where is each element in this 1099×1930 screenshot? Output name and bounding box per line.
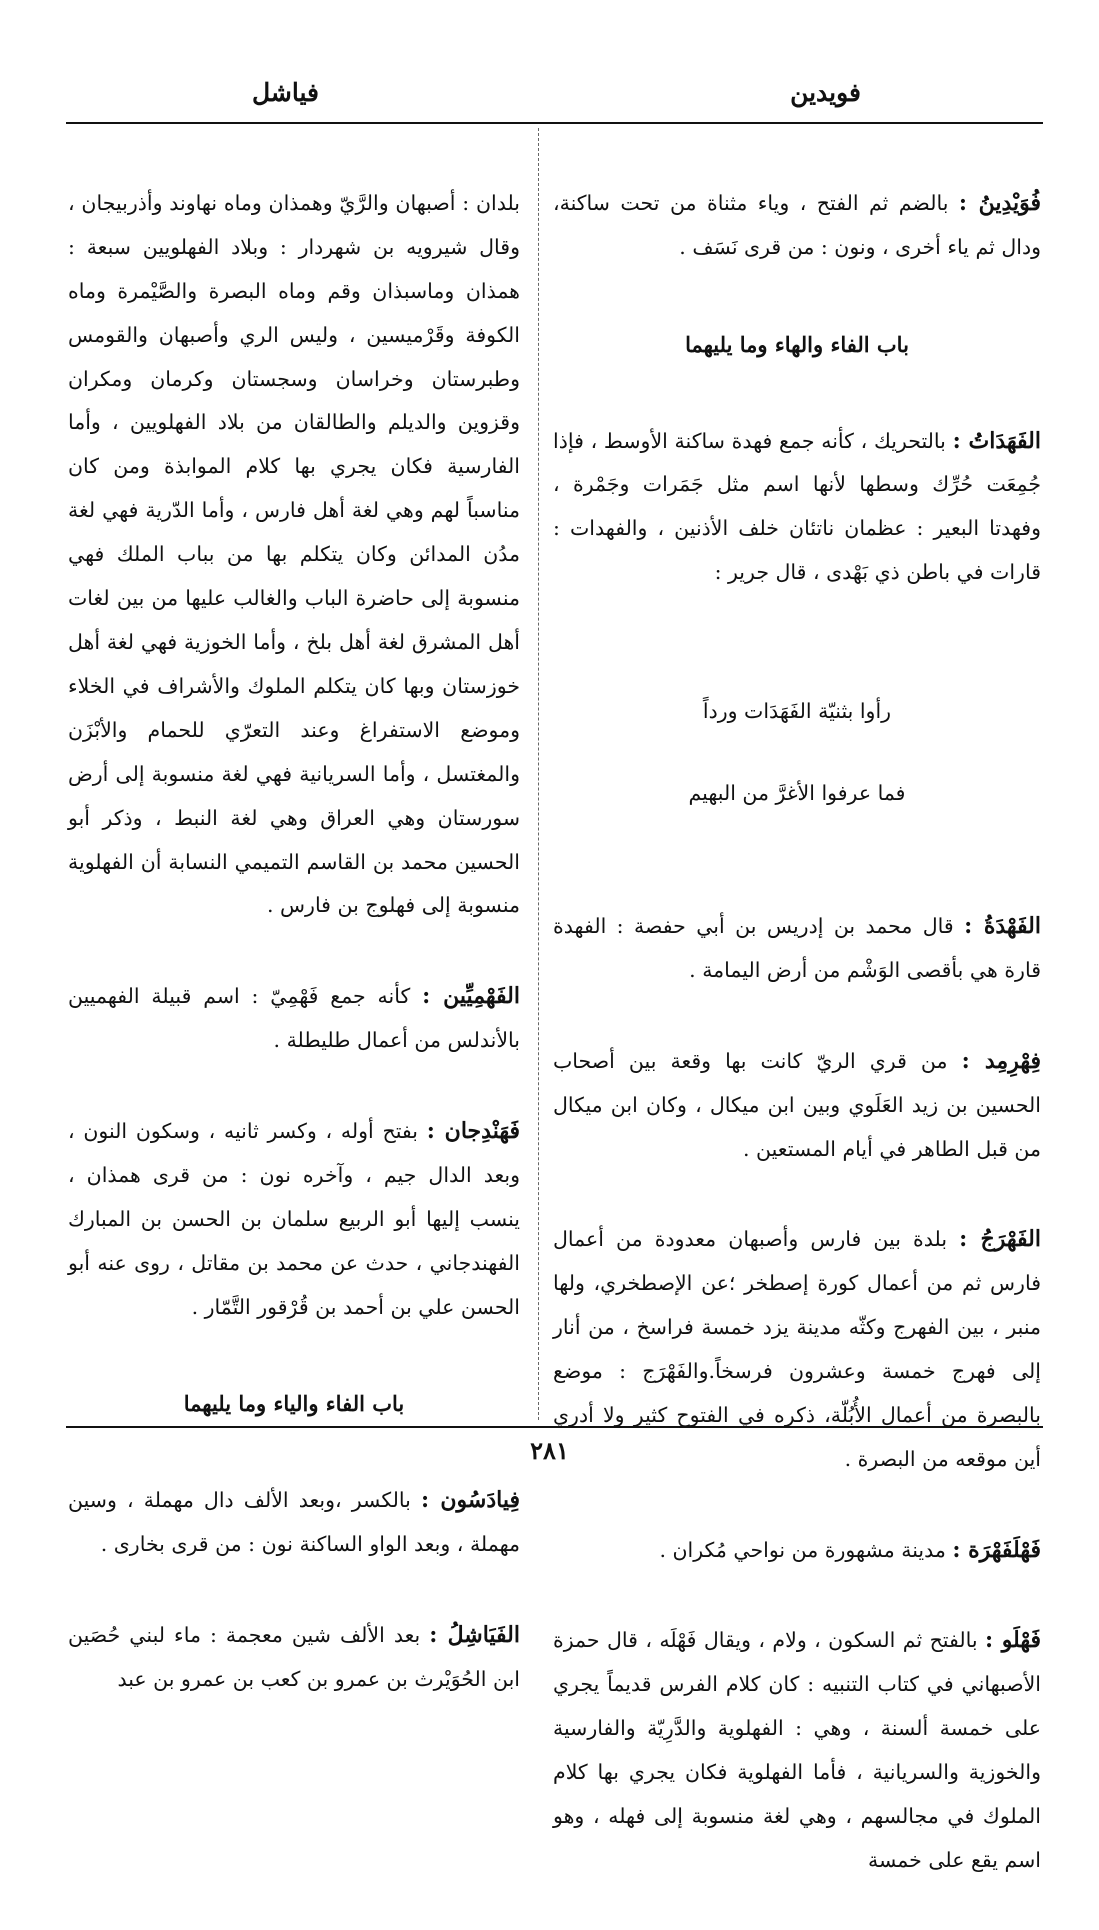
headword: فُوَيْدِينُ :: [958, 189, 1041, 216]
entry-text: بعد الألف شين معجمة : ماء لبني حُصَين ابن الحُوَيْرث بن عمرو بن كعب بن عمرو بن عبد: [68, 1623, 520, 1691]
headword: الفَهْرَجُ :: [959, 1226, 1041, 1253]
page-number: ٢٨١: [530, 1436, 569, 1465]
poem-line: فما عرفوا الأغرَّ من البهيم: [688, 781, 906, 806]
section-title: باب الفاء والهاء وما يليهما: [685, 331, 909, 357]
entry: [68, 975, 520, 1063]
column-divider: [538, 128, 539, 1420]
poem-verse: [553, 650, 1041, 855]
entry: [68, 1479, 520, 1567]
entry: [553, 905, 1041, 993]
headword: الفَهَدَاتُ :: [952, 427, 1041, 454]
running-head-left: فياشل: [252, 78, 319, 107]
entry-text: بالكسر ،وبعد الألف دال مهملة ، وسين مهملة ، وبعد الواو الساكنة نون : من قرى بخارى .: [68, 1488, 520, 1557]
entry: [553, 420, 1041, 596]
running-head-right: فويدين: [790, 78, 861, 107]
entry-text: مدينة مشهورة من نواحي مُكران .: [659, 1537, 953, 1562]
headword: الفَهْدَةُ :: [964, 912, 1041, 939]
entry: [553, 1040, 1041, 1172]
header-rule: [66, 122, 1043, 124]
poem-line: رأوا بثنيّة الفَهَدَات ورداً: [702, 699, 892, 724]
entry: [68, 1614, 520, 1702]
headword: الفَيَاشِلُ :: [429, 1622, 520, 1648]
footer-rule: [66, 1426, 1043, 1428]
entry-text: بالفتح ثم السكون ، ولام ، ويقال فَهْلَه ، قال حمزة الأصبهاني في كتاب التنبيه : كان كلام الفرس قديماً يجري على خمسة ألسنة ، وهي : الفهلوية والدَّرِيّة والفارسية والخوزية والسريانية ، فأما الفهلوية فكان يجري بها كلام الملوك في مجالسهم ، وهي لغة منسوبة إلى فهله ، وهو اسم يقع على خمسة: [553, 1628, 1041, 1872]
entry: [68, 1110, 520, 1330]
entry-text: بالتحريك ، كأنه جمع فهدة ساكنة الأوسط ، فإذا جُمِعَت حُرِّك وسطها لأنها اسم مثل جَمَرات وجَمْرة ، وفهدتا البعير : عظمان ناتئان خلف الأذنين ، والفهدات : قارات في باطن ذي بَهْدى ، قال جرير :: [553, 428, 1041, 585]
entry-text: من قري الريّ كانت بها وقعة بين أصحاب الحسين بن زيد العَلَوي وبين ابن ميكال ، وكان ابن ميكال من قبل الطاهر في أيام المستعين .: [553, 1048, 1041, 1161]
entry-text: بلدة بين فارس وأصبهان معدودة من أعمال فارس ثم من أعمال كورة إصطخر ؛عن الإصطخري، ولها منبر ، بين الفهرج وكثّه مدينة يزد خمسة فراسخ ، من أنار إلى فهرج خمسة وعشرون فرسخاً.والفَهْرَج : موضع بالبصرة من أعمال الأُبُلّة، ذكره في الفتوح كثير ولا أدري أين موقعه من البصرة .: [553, 1227, 1041, 1471]
headword: فَهْلَو :: [985, 1627, 1041, 1654]
headword: فَهَنْدِجان :: [426, 1117, 520, 1144]
entry-text: بفتح أوله ، وكسر ثانيه ، وسكون النون ، وبعد الدال جيم ، وآخره نون : من قرى همذان ، ينسب إليها أبو الربيع سلمان بن الحسن بن المبارك الفهندجاني ، حدث عن محمد بن مقاتل ، روى عنه أبو الحسن علي بن أحمد بن قُرْقور التَّمّار .: [68, 1118, 520, 1319]
entry-continuation: بلدان : أصبهان والرَّيّ وهمذان وماه نهاوند وأذربيجان ، وقال شيرويه بن شهردار : وبلاد الفهلويين سبعة : همذان وماسبذان وقم وماه البصرة والصَّيْمرة وماه الكوفة وقَرْميسين ، وليس الري وأصبهان والقومس وطبرستان وخراسان وسجستان وكرمان ومكران وقزوين والديلم والطالقان من بلاد الفهلويين ، وأما الفارسية فكان يجري بها كلام الموابذة ومن كان مناسباً لهم وهي لغة أهل فارس ، وأما الدّرية فهي لغة مدُن المدائن وكان يتكلم بها من بباب الملك فهي منسوبة إلى حاضرة الباب والغالب عليها من بين لغات أهل المشرق لغة أهل بلخ ، وأما الخوزية فهي لغة أهل خوزستان وبها كان يتكلم الملوك والأشراف في الخلاء وموضع الاستفراغ وعند التعرّي للحمام والأبْزَن والمغتسل ، وأما السريانية فهي لغة منسوبة إلى أرض سورستان وهي العراق وهي لغة النبط ، وذكر أبو الحسين محمد بن القاسم التميمي النسابة أن الفهلوية منسوبة إلى فهلوج بن فارس .: [68, 190, 520, 918]
entry-text: قال محمد بن إدريس بن أبي حفصة : الفهدة قارة هي بأقصى الوَشْم من أرض اليمامة .: [553, 913, 1041, 982]
headword: الفَهْمِيِّين :: [422, 983, 520, 1010]
headword: فِهْرِمِد :: [961, 1047, 1041, 1074]
entry-text: كأنه جمع فَهْمِيّ : اسم قبيلة الفهميين بالأندلس من أعمال طليطلة .: [68, 984, 520, 1053]
entry-text: بالضم ثم الفتح ، وياء مثناة من تحت ساكنة، ودال ثم ياء أخرى ، ونون : من قرى نَسَف .: [553, 190, 1041, 259]
section-title: باب الفاء والياء وما يليهما: [183, 1391, 405, 1417]
left-column: [68, 138, 520, 1691]
entry: [553, 1529, 1041, 1573]
right-column: [553, 138, 1041, 1872]
headword: فِيادَسُون :: [421, 1487, 520, 1514]
entry: [553, 1619, 1041, 1882]
headword: فَهْلَفَهْرَة :: [952, 1536, 1041, 1563]
entry: [553, 182, 1041, 270]
